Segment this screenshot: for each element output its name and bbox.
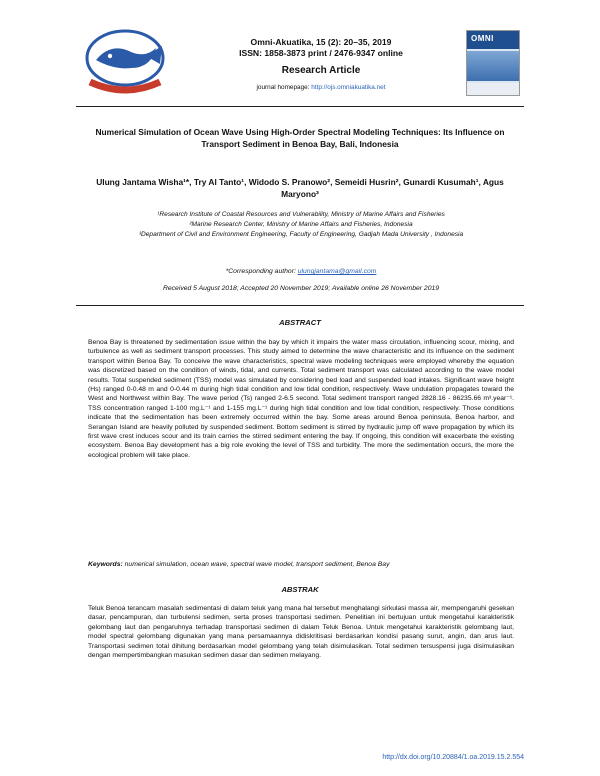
affiliation-2: ²Marine Research Center, Ministry of Marine Affairs and Fisheries, Indonesia: [189, 220, 413, 228]
affiliation-3: ³Department of Civil and Environment Engineering, Faculty of Engineering, Gadjah Mada University , Indonesia: [138, 230, 464, 238]
omni-akuatika-logo: [76, 24, 174, 96]
journal-homepage: [186, 84, 456, 92]
corresponding-author: [96, 268, 506, 275]
keywords-list: numerical simulation, ocean wave, spectral wave model, transport sediment, Benoa Bay: [122, 561, 390, 568]
cover-title: OMNI: [471, 34, 494, 43]
affiliations: [96, 210, 506, 239]
journal-header: [186, 37, 456, 92]
abstract-heading: ABSTRACT: [279, 318, 321, 327]
doi-link[interactable]: http://dx.doi.org/10.20884/1.oa.2019.15.2.554: [382, 754, 524, 761]
abstrak-text: Teluk Benoa terancam masalah sedimentasi di dalam teluk yang mana hal tersebut menghalangi sirkulasi massa air, mempengaruhi gesekan dasar, pencampuran, dan turbulensi sedimen, serta proses transportasi sedimen. Penelitian ini bertujuan untuk mengetahui karakteristik gelombang laut dan pengaruhnya terhadap transportasi sedimen di dalam Teluk Benoa. Untuk mengetahui karakteristik gelombang laut, model spectral gelombang digunakan yang mana persamaannya didiskritisasi berdasarkan kondisi pasang surut, angin, dan arus laut. Transportasi sedimen total dihitung berdasarkan model gelombang yang telah disimulasikan. Total sedimen tersuspensi juga disimulasikan dengan mempertimbangkan masukan sedimen dasar dan sedimen melayang.: [88, 605, 514, 660]
abstract-text: Benoa Bay is threatened by sedimentation issue within the bay by which it impairs the water mass circulation, influencing scour, mixing, and turbulence as well as sediment transport processes. This study aimed to determine the wave characteristic and its influence on the sediment transport within Benoa Bay. To conceive the wave characteristics, spectral wave modeling techniques were employed whereby the equation was discretized based on the condition of winds, tidal, and currents. Total sediment transport was calculated according to the wave model results. Total suspended sediment (TSS) model was simulated by considering bed load and suspended load intakes. Significant wave height (Hs) ranged 0-0.48 m and 0-0.44 m during high tidal condition and low tidal condition, respectively. Wave undulation propagates toward the West and Northwest within Bay. The wave period (Ts) ranged 2-6.5 second. Total sediment transport ranged 2828.16 - 86235.66 m³.year⁻¹. TSS concentration ranged 1-100 mg.L⁻¹ and 1-155 mg.L⁻¹ during high tidal condition and low tidal condition, respectively. Those conditions indicate that the sedimentation has been extremely occurred within the bay. Some areas around Benoa peninsula, Benoa harbor, and Serangan Island are heavily polluted by suspended sediment. Bottom sediment is stirred by hydraulic jump off wave propagation by which its first wave crest induces scour and its train carries the stirred sediment entering the bay. If ongoing, this condition will exacerbate the existing ecosystem. Benoa Bay development has a big role evoking the level of TSS and turbidity. The more the sedimentation occurs, the more the ecological problem will take place.: [88, 339, 514, 459]
keywords: [88, 560, 514, 569]
article-type: Research Article: [281, 65, 361, 76]
journal-issn: ISSN: 1858-3873 print / 2476-9347 online: [239, 48, 403, 58]
journal-cover-thumbnail: [466, 30, 520, 96]
keywords-label: Keywords:: [88, 561, 123, 568]
journal-name: Omni-Akuatika, 15 (2): 20–35, 2019: [250, 37, 392, 47]
abstract-divider: [76, 305, 524, 306]
homepage-label: journal homepage:: [256, 84, 312, 91]
article-title: Numerical Simulation of Ocean Wave Using High-Order Spectral Modeling Techniques: Its Influence on Transport Sediment in Benoa Bay, Bali, Indonesia: [95, 127, 505, 149]
article-authors: Ulung Jantama Wisha¹*, Try Al Tanto¹, Widodo S. Pranowo², Semeidi Husrin², Gunardi Kusumah¹, Agus Maryono³: [96, 177, 504, 199]
corresponding-email[interactable]: ulungjantama@gmail.com: [297, 268, 377, 275]
abstrak-heading: ABSTRAK: [281, 585, 319, 594]
corresponding-label: *Corresponding author:: [225, 268, 298, 275]
homepage-link[interactable]: http://ojs.omniakuatika.net: [311, 84, 386, 91]
received-dates: Received 5 August 2018; Accepted 20 November 2019; Available online 26 November 2019: [162, 285, 440, 292]
affiliation-1: ¹Research Institute of Coastal Resources and Vulnerability, Ministry of Marine Affairs and Fisheries: [157, 211, 445, 218]
header-divider: [76, 106, 524, 107]
